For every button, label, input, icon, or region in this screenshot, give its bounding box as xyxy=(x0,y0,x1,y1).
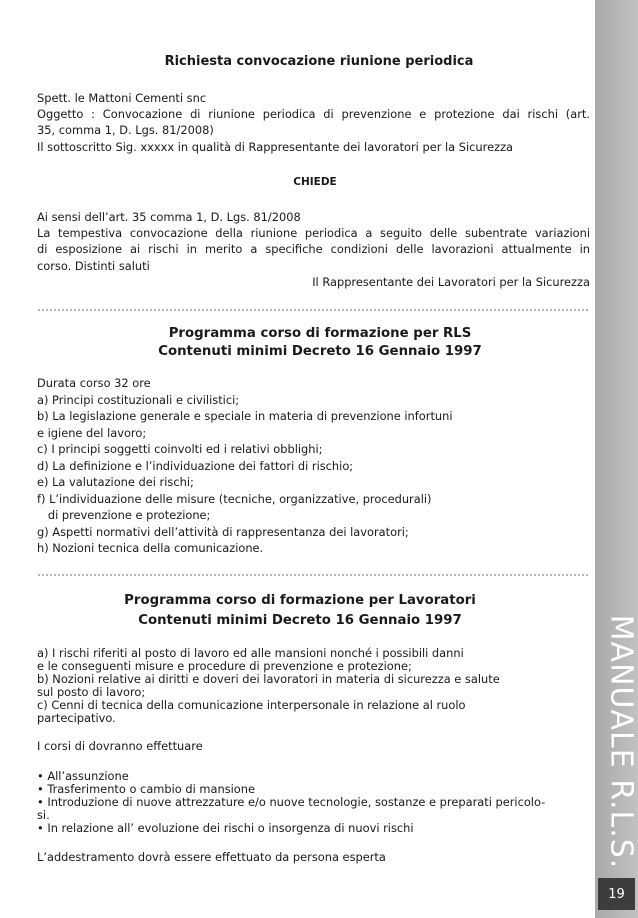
rls-course-line: d) La definizione e l’individuazione dei fattori di rischio; xyxy=(37,459,354,473)
courses-intro: I corsi di dovranno effettuare xyxy=(37,739,203,753)
rls-course-line: a) Principi costituzionali e civilistici; xyxy=(37,393,240,407)
rls-course-line: Durata corso 32 ore xyxy=(37,376,151,390)
dotted-divider xyxy=(38,309,588,311)
rls-course-line: g) Aspetti normativi dell’attività di rappresentanza dei lavoratori; xyxy=(37,525,409,539)
manual-title: MANUALE R.L.S. xyxy=(603,614,638,870)
body-line: di esposizione ai rischi in merito a specifiche condizioni delle lavorazioni attualmente in xyxy=(37,242,590,256)
body-line: La tempestiva convocazione della riunione periodica a seguito delle subentrate variazioni xyxy=(37,226,590,240)
signature-line: Il Rappresentante dei Lavoratori per la Sicurezza xyxy=(312,275,590,289)
worker-course-line: partecipativo. xyxy=(37,711,116,725)
closing-line: L’addestramento dovrà essere effettuato da persona esperta xyxy=(37,850,386,864)
rls-course-line: di prevenzione e protezione; xyxy=(37,508,211,522)
subject-line: Oggetto : Convocazione di riunione periodica di prevenzione e protezione dai rischi (art. xyxy=(37,107,590,121)
rls-course-line: e igiene del lavoro; xyxy=(37,426,147,440)
section3-title: Programma corso di formazione per Lavoratori xyxy=(124,593,476,608)
body-line: corso. Distinti saluti xyxy=(37,259,150,273)
rls-course-line: h) Nozioni tecnica della comunicazione. xyxy=(37,541,264,555)
bullet-item: • All’assunzione xyxy=(37,769,129,783)
section3-subtitle: Contenuti minimi Decreto 16 Gennaio 1997 xyxy=(138,613,462,628)
rls-course-line: f) L’individuazione delle misure (tecniche, organizzative, procedurali) xyxy=(37,492,432,506)
dotted-divider xyxy=(38,574,588,576)
worker-course-line: a) I rischi riferiti al posto di lavoro ed alle mansioni nonché i possibili danni xyxy=(37,646,464,660)
bullet-item: • Introduzione di nuove attrezzature e/o nuove tecnologie, sostanze e preparati pericolo- xyxy=(37,795,546,809)
worker-course-line: c) Cenni di tecnica della comunicazione interpersonale in relazione al ruolo xyxy=(37,698,466,712)
subject-line-cont: 35, comma 1, D. Lgs. 81/2008) xyxy=(37,123,214,137)
addressee-line: Spett. le Mattoni Cementi snc xyxy=(37,91,207,105)
worker-course-line: b) Nozioni relative ai diritti e doveri dei lavoratori in materia di sicurezza e salute xyxy=(37,672,500,686)
rls-course-line: e) La valutazione dei rischi; xyxy=(37,475,194,489)
signatory-line: Il sottoscritto Sig. xxxxx in qualità di Rappresentante dei lavoratori per la Sicurezza xyxy=(37,140,514,154)
worker-course-line: sul posto di lavoro; xyxy=(37,685,146,699)
rls-course-line: c) I principi soggetti coinvolti ed i relativi obblighi; xyxy=(37,442,323,456)
section2-subtitle: Contenuti minimi Decreto 16 Gennaio 1997 xyxy=(158,344,482,359)
bullet-item: • Trasferimento o cambio di mansione xyxy=(37,782,255,796)
worker-course-line: e le conseguenti misure e procedure di prevenzione e protezione; xyxy=(37,659,412,673)
section1-title: Richiesta convocazione riunione periodica xyxy=(164,54,474,69)
bullet-item: si. xyxy=(37,808,50,822)
bullet-item: • In relazione all’ evoluzione dei rischi o insorgenza di nuovi rischi xyxy=(37,821,414,835)
rls-course-line: b) La legislazione generale e speciale in materia di prevenzione infortuni xyxy=(37,409,453,423)
chiede-heading: CHIEDE xyxy=(293,176,337,188)
section2-title: Programma corso di formazione per RLS xyxy=(168,326,472,341)
body-line: Ai sensi dell’art. 35 comma 1, D. Lgs. 81/2008 xyxy=(37,210,301,224)
page-number: 19 xyxy=(598,878,635,910)
